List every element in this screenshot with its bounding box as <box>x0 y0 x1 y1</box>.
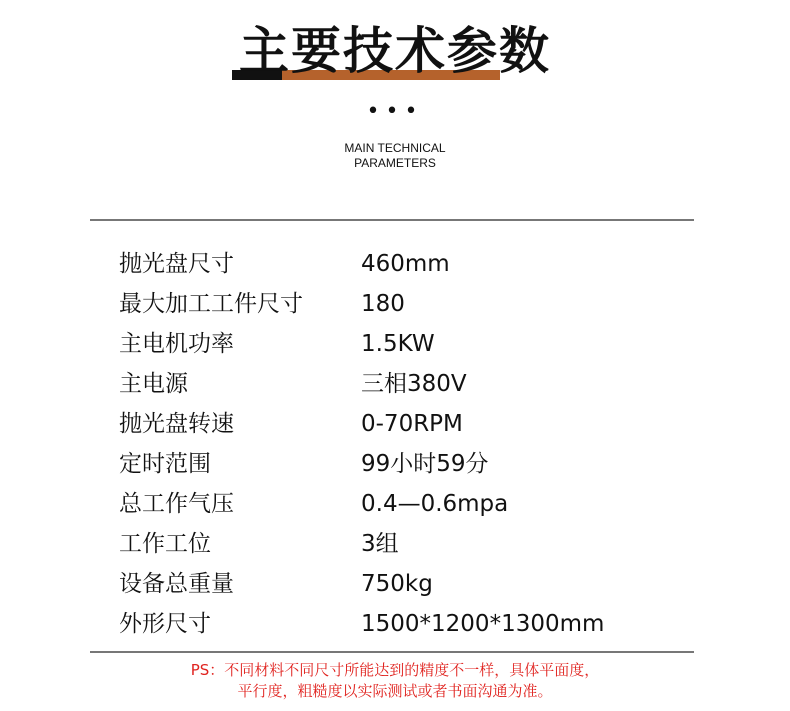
spec-value: 3组 <box>361 531 399 557</box>
spec-value: 1.5KW <box>361 331 435 357</box>
title-block <box>0 18 790 84</box>
subtitle <box>0 141 790 171</box>
spec-value: 180 <box>361 291 405 317</box>
spec-row <box>0 524 790 564</box>
spec-label: 主电机功率 <box>119 331 234 357</box>
spec-row <box>0 484 790 524</box>
subtitle-line-1: MAIN TECHNICAL <box>344 141 446 155</box>
footnote <box>0 660 790 702</box>
spec-table <box>0 244 790 644</box>
spec-row <box>0 404 790 444</box>
spec-label: 外形尺寸 <box>119 611 211 637</box>
spec-label: 抛光盘尺寸 <box>119 251 234 277</box>
bottom-divider <box>90 651 694 653</box>
spec-value: 99小时59分 <box>361 451 489 477</box>
spec-value: 0-70RPM <box>361 411 463 437</box>
top-divider <box>90 219 694 221</box>
subtitle-line-2: PARAMETERS <box>354 156 436 170</box>
spec-value: 三相380V <box>361 371 467 397</box>
spec-label: 最大加工工件尺寸 <box>119 291 303 317</box>
spec-row <box>0 284 790 324</box>
spec-row <box>0 444 790 484</box>
spec-row <box>0 564 790 604</box>
footnote-line-1: PS：不同材料不同尺寸所能达到的精度不一样，具体平面度， <box>190 661 600 679</box>
spec-label: 主电源 <box>119 371 188 397</box>
spec-row <box>0 244 790 284</box>
spec-value: 0.4—0.6mpa <box>361 491 509 517</box>
decorative-dots: ••• <box>366 99 424 124</box>
spec-label: 定时范围 <box>119 451 211 477</box>
spec-label: 总工作气压 <box>119 491 234 517</box>
spec-label: 工作工位 <box>119 531 211 557</box>
spec-value: 1500*1200*1300mm <box>361 611 605 637</box>
spec-label: 设备总重量 <box>119 571 234 597</box>
spec-value: 750kg <box>361 571 433 597</box>
footnote-line-2: 平行度，粗糙度以实际测试或者书面沟通为准。 <box>237 682 553 700</box>
spec-row <box>0 364 790 404</box>
spec-row <box>0 324 790 364</box>
spec-row <box>0 604 790 644</box>
page-title: 主要技术参数 <box>239 22 551 80</box>
spec-label: 抛光盘转速 <box>119 411 234 437</box>
spec-value: 460mm <box>361 251 450 277</box>
